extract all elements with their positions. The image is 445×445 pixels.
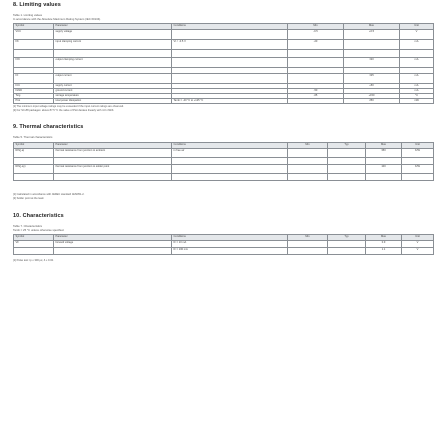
cell: Rth(j-a) — [14, 149, 54, 158]
cell: 0.9 — [366, 241, 402, 248]
cell — [288, 149, 328, 158]
table-row — [14, 58, 434, 68]
cell — [288, 74, 344, 84]
cell — [402, 174, 434, 181]
table-caption: Table 5. Thermal characteristics — [13, 135, 53, 139]
cell: +150 — [344, 94, 400, 99]
cell: V — [402, 248, 434, 255]
cell: thermal resistance from junction to ambient — [54, 149, 172, 158]
col-conditions: Conditions — [172, 143, 288, 149]
cell: IF = 10 mA — [172, 241, 288, 248]
table-caption: Table 7. Characteristics — [13, 224, 43, 228]
cell — [288, 174, 328, 181]
cell — [54, 174, 172, 181]
table-row — [14, 99, 434, 104]
cell: IF = 100 mA — [172, 248, 288, 255]
cell: thermal resistance from junction to solder point — [54, 165, 172, 174]
cell: ±25 — [344, 74, 400, 84]
cell: output clamping current — [54, 58, 172, 68]
footnote: [2] Solder point at the lead. — [13, 197, 45, 200]
footnote: [1] Calculated in accordance with JEDEC standard JESD51-2. — [13, 193, 85, 196]
cell — [402, 158, 434, 165]
cell — [172, 158, 288, 165]
cell: output current — [54, 74, 172, 84]
cell: VI < -0.5 V — [172, 40, 288, 50]
cell — [344, 50, 400, 58]
cell: VF — [14, 241, 54, 248]
cell — [288, 248, 328, 255]
cell — [14, 158, 54, 165]
cell — [400, 50, 434, 58]
cell — [288, 165, 328, 174]
col-symbol: Symbol — [14, 143, 54, 149]
cell: IOK — [14, 58, 54, 68]
table-caption: Table 1. Limiting values — [13, 13, 43, 17]
cell — [288, 58, 344, 68]
cell: mA — [400, 58, 434, 68]
cell — [366, 158, 402, 165]
cell — [328, 248, 366, 255]
cell: °C — [400, 94, 434, 99]
footnote: [1] Pulse test: tp ≤ 300 μs; δ ≤ 0.02. — [13, 259, 54, 262]
cell: -0.5 — [288, 30, 344, 40]
table-row — [14, 158, 434, 165]
cell — [172, 50, 288, 58]
cell — [328, 241, 366, 248]
col-unit: Unit — [402, 235, 434, 241]
cell: forward voltage — [54, 241, 172, 248]
col-max: Max — [344, 24, 400, 30]
cell — [366, 174, 402, 181]
cell — [54, 248, 172, 255]
table-subcaption: In accordance with the Absolute Maximum Rating System (IEC 60134). — [13, 16, 101, 21]
cell — [172, 30, 288, 40]
cell — [14, 174, 54, 181]
cell — [14, 50, 54, 58]
cell — [328, 149, 366, 158]
cell: mA — [400, 84, 434, 89]
cell: mA — [400, 74, 434, 84]
cell: supply current — [54, 84, 172, 89]
cell: Tamb = -40 °C to +125 °C — [172, 99, 288, 104]
cell: V — [402, 241, 434, 248]
col-max: Max — [366, 143, 402, 149]
table-row — [14, 174, 434, 181]
cell: 250 — [344, 99, 400, 104]
limiting-values-table — [13, 23, 434, 104]
cell: K/W — [402, 165, 434, 174]
cell — [288, 241, 328, 248]
cell: 1.1 — [366, 248, 402, 255]
cell: ICC — [14, 84, 54, 89]
table-row — [14, 149, 434, 158]
cell — [172, 74, 288, 84]
col-conditions: Conditions — [172, 235, 288, 241]
cell: VCC — [14, 30, 54, 40]
table-row — [14, 248, 434, 255]
cell: Tstg — [14, 94, 54, 99]
section-10-title: 10. Characteristics — [13, 213, 64, 219]
table-row — [14, 50, 434, 58]
col-min: Min — [288, 235, 328, 241]
cell: mW — [400, 99, 434, 104]
cell — [288, 158, 328, 165]
col-symbol: Symbol — [14, 24, 54, 30]
cell: mA — [400, 40, 434, 50]
cell — [288, 50, 344, 58]
col-typ: Typ — [328, 235, 366, 241]
cell — [328, 165, 366, 174]
cell: mA — [400, 89, 434, 94]
cell: 100 — [366, 165, 402, 174]
cell: +6.5 — [344, 30, 400, 40]
cell — [344, 40, 400, 50]
footnote: [2] For SC-88 packages: above 87.5 °C the value of Ptot derates linearly with 4.0 mW/K. — [13, 109, 115, 112]
cell: in free air — [172, 149, 288, 158]
col-min: Min — [288, 143, 328, 149]
cell: supply voltage — [54, 30, 172, 40]
characteristics-table — [13, 234, 434, 255]
cell: -50 — [288, 89, 344, 94]
cell — [172, 174, 288, 181]
col-parameter: Parameter — [54, 143, 172, 149]
cell: IO — [14, 74, 54, 84]
cell: K/W — [402, 149, 434, 158]
col-min: Min — [288, 24, 344, 30]
cell: ±20 — [344, 58, 400, 68]
cell: total power dissipation — [54, 99, 172, 104]
col-typ: Typ — [328, 143, 366, 149]
section-8-title: 8. Limiting values — [13, 2, 61, 8]
cell — [288, 99, 344, 104]
cell — [172, 165, 288, 174]
cell — [54, 50, 172, 58]
table-row — [14, 40, 434, 50]
cell: 350 — [366, 149, 402, 158]
cell: input clamping current — [54, 40, 172, 50]
cell: +50 — [344, 84, 400, 89]
cell: storage temperature — [54, 94, 172, 99]
section-9-title: 9. Thermal characteristics — [13, 124, 84, 130]
footnote: [1] The minimum input voltage ratings may be exceeded if the input current ratings are observed. — [13, 105, 124, 108]
cell: V — [400, 30, 434, 40]
cell — [328, 174, 366, 181]
cell: ground current — [54, 89, 172, 94]
col-parameter: Parameter — [54, 24, 172, 30]
col-parameter: Parameter — [54, 235, 172, 241]
cell: Rth(j-sp) — [14, 165, 54, 174]
table-row — [14, 74, 434, 84]
col-conditions: Conditions — [172, 24, 288, 30]
table-row — [14, 30, 434, 40]
table-subcaption: Tamb = 25 °C unless otherwise specified. — [13, 227, 65, 232]
cell: IGND — [14, 89, 54, 94]
cell — [54, 158, 172, 165]
cell — [14, 248, 54, 255]
col-max: Max — [366, 235, 402, 241]
col-unit: Unit — [402, 143, 434, 149]
col-unit: Unit — [400, 24, 434, 30]
cell: IIK — [14, 40, 54, 50]
cell: Ptot — [14, 99, 54, 104]
table-row — [14, 241, 434, 248]
cell — [328, 158, 366, 165]
col-symbol: Symbol — [14, 235, 54, 241]
cell — [172, 58, 288, 68]
cell: -65 — [288, 94, 344, 99]
thermal-characteristics-table — [13, 142, 434, 181]
cell: -20 — [288, 40, 344, 50]
table-row — [14, 165, 434, 174]
